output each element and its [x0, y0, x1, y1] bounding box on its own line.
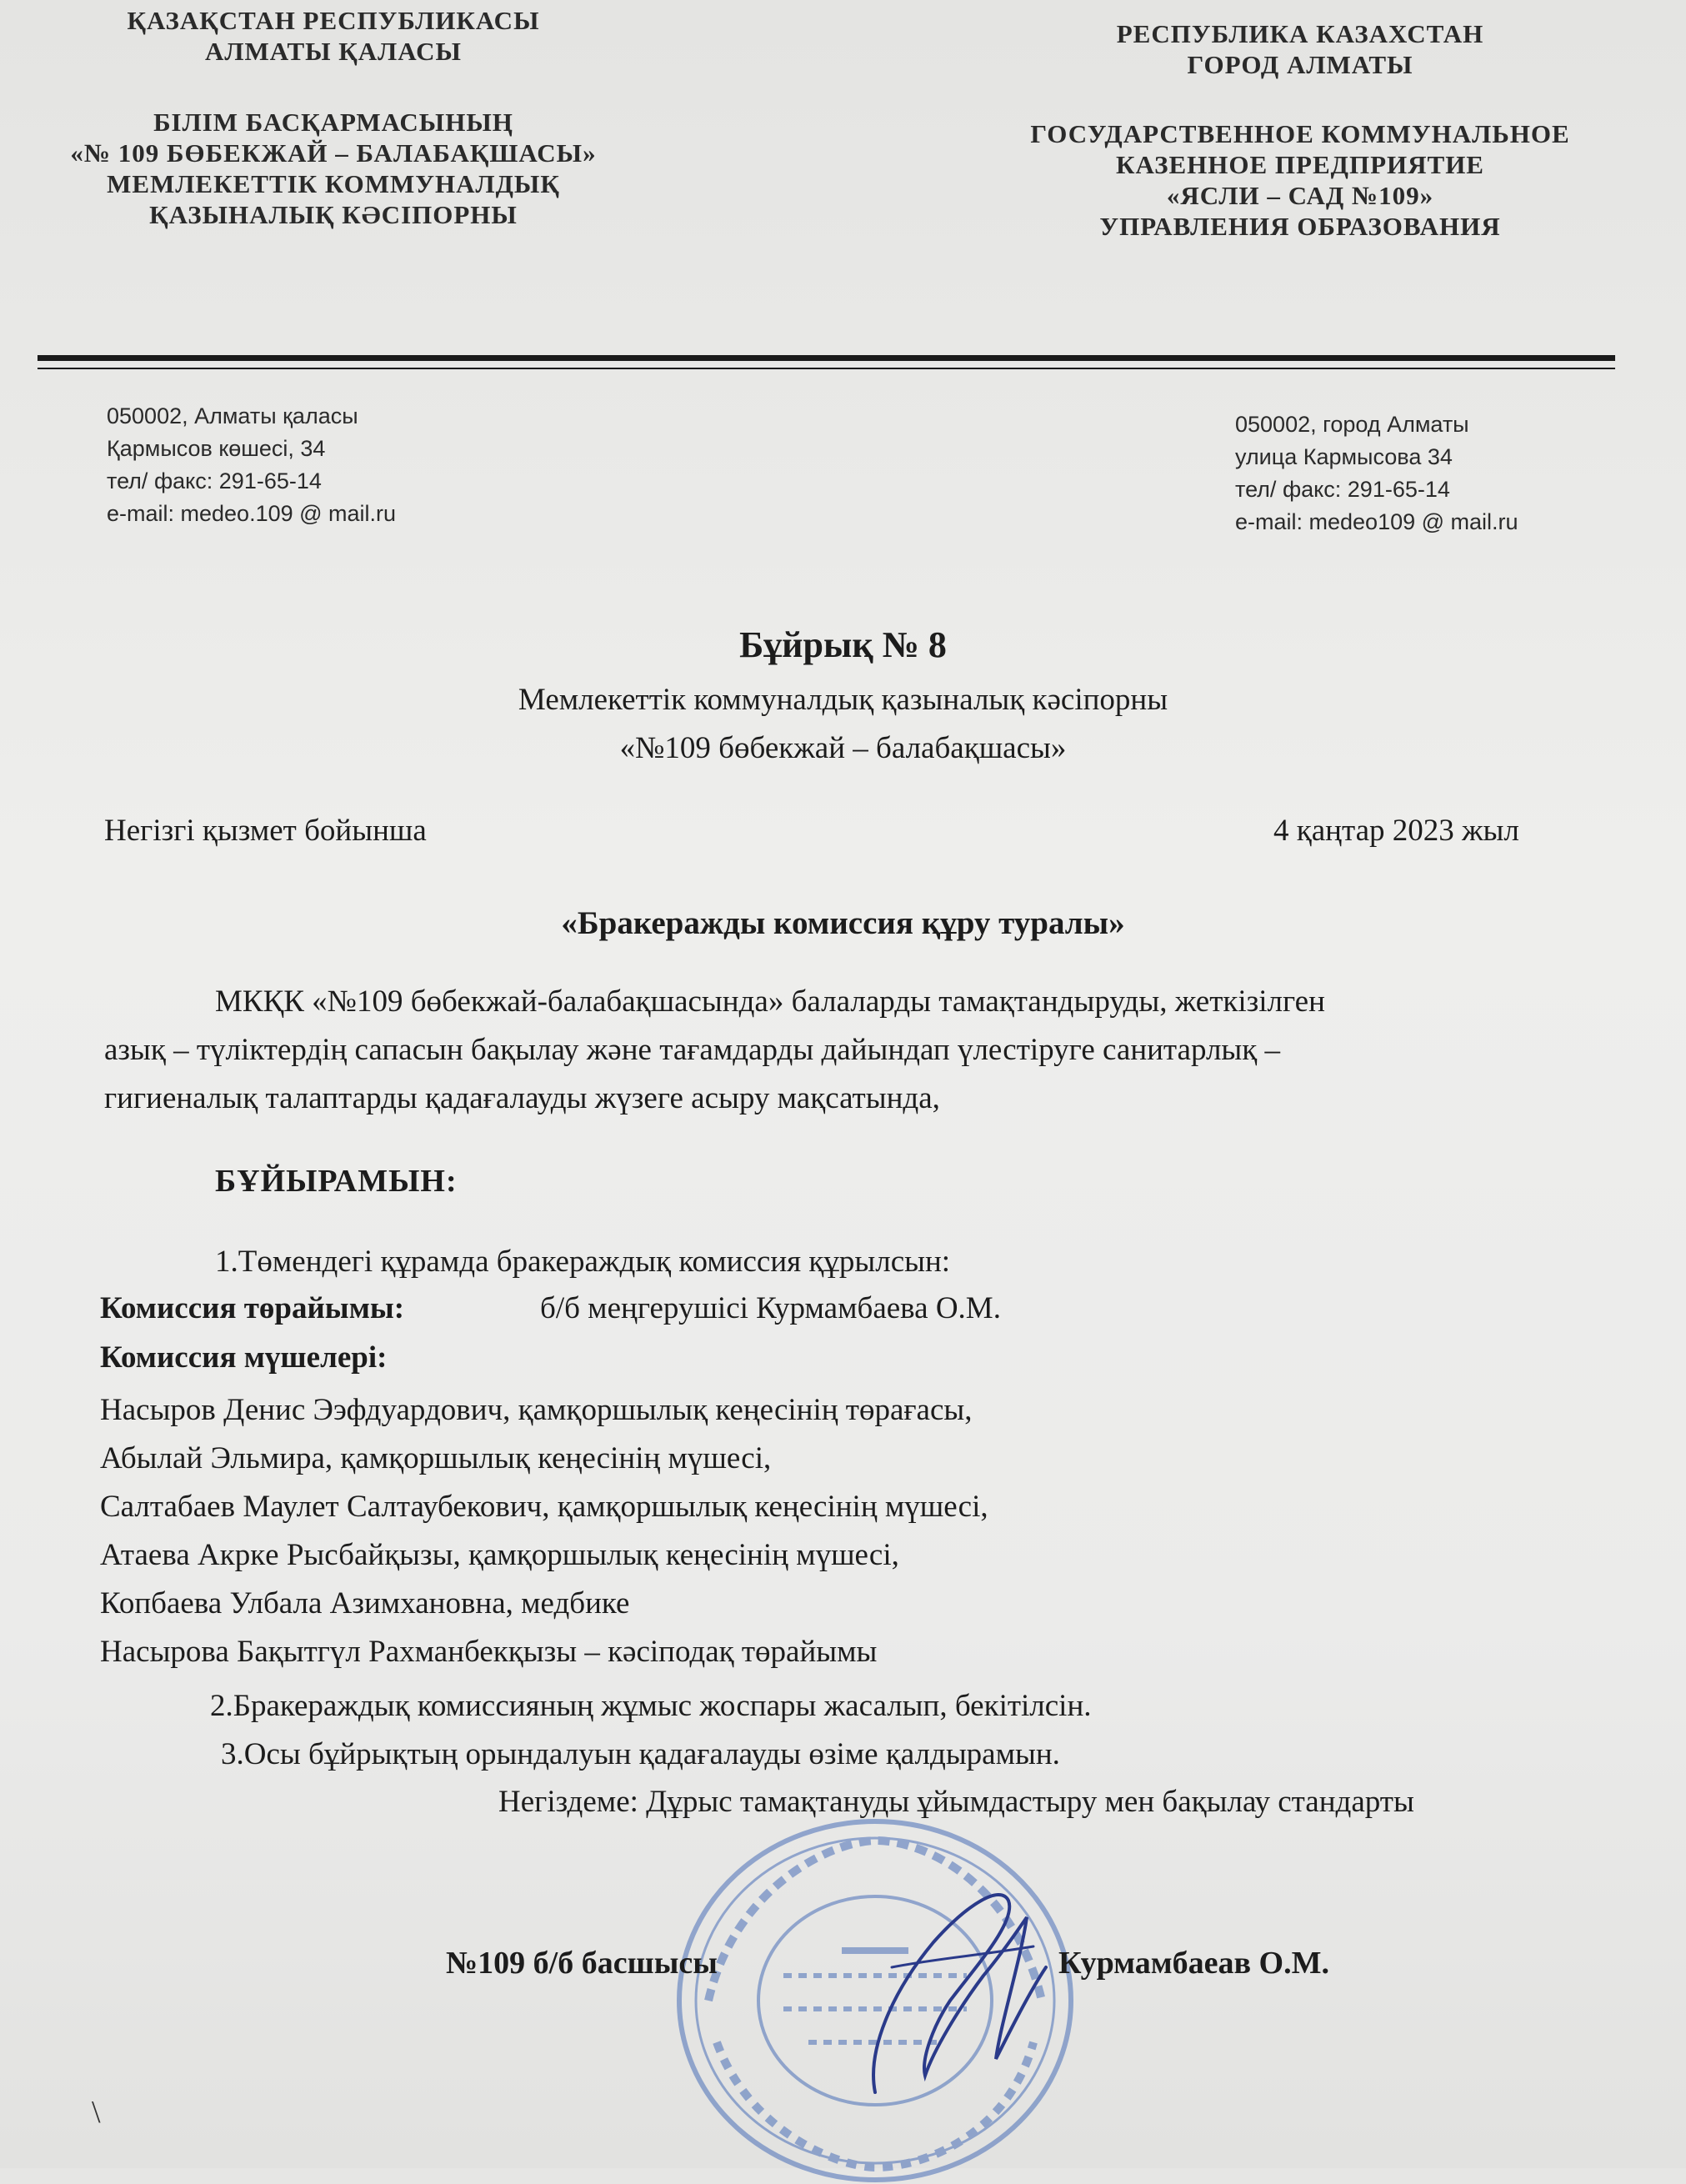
handwritten-signature: [842, 1867, 1058, 2109]
header-ru-org-line: «ЯСЛИ – САД №109»: [1166, 181, 1434, 210]
header-ru-organization: [1008, 118, 1592, 242]
list-item: Копбаева Улбала Азимхановна, медбике: [100, 1586, 630, 1620]
order-item-3: 3.Осы бұйрықтың орындалуын қадағалауды өзіме қалдырамын.: [221, 1737, 1060, 1771]
order-date: 4 қаңтар 2023 жыл: [1273, 814, 1519, 848]
signatory-name: Курмамбаеав О.М.: [1058, 1946, 1329, 1981]
page-mark: \: [92, 2095, 101, 2130]
address-line: улица Кармысова 34: [1235, 444, 1453, 469]
header-ru-line: РЕСПУБЛИКА КАЗАХСТАН: [1116, 19, 1484, 48]
header-kz-org-line: МЕМЛЕКЕТТІК КОММУНАЛДЫҚ: [107, 169, 560, 198]
address-line: тел/ факс: 291-65-14: [1235, 477, 1450, 502]
signatory-position: №109 б/б басшысы: [446, 1946, 718, 1981]
decree-heading: БҰЙЫРАМЫН:: [215, 1164, 458, 1199]
address-line: e-mail: medeo109 @ mail.ru: [1235, 509, 1518, 534]
header-kz-org-line: БІЛІМ БАСҚАРМАСЫНЫҢ: [153, 108, 513, 137]
header-ru-country: [1042, 18, 1558, 80]
order-item-1: 1.Төмендегі құрамда бракераждық комиссия құрылсын:: [215, 1245, 951, 1279]
list-item: Салтабаев Маулет Салтаубекович, қамқоршылық кеңесінің мүшесі,: [100, 1490, 988, 1524]
order-title: Бұйрық № 8: [739, 624, 947, 665]
address-line: 050002, Алматы қаласы: [107, 403, 358, 428]
list-item: Атаева Акркe Рысбайқызы, қамқоршылық кеңесінің мүшесі,: [100, 1538, 899, 1572]
order-subject: «Бракеражды комиссия құру туралы»: [561, 905, 1125, 941]
header-kz-line: ҚАЗАҚСТАН РЕСПУБЛИКАСЫ: [127, 6, 540, 35]
header-ru-org-line: КАЗЕННОЕ ПРЕДПРИЯТИЕ: [1116, 150, 1484, 179]
header-kz-line: АЛМАТЫ ҚАЛАСЫ: [205, 37, 462, 66]
address-ru: [1235, 408, 1518, 538]
list-item: Абылай Эльмира, қамқоршылық кеңесінің мүшесі,: [100, 1441, 772, 1475]
address-kz: [107, 400, 396, 530]
commission-members-label: Комиссия мүшелері:: [100, 1340, 388, 1375]
order-item-2: 2.Бракераждық комиссияның жұмыс жоспары жасалып, бекітілсін.: [210, 1689, 1092, 1723]
address-line: e-mail: medeo.109 @ mail.ru: [107, 501, 397, 526]
header-divider-thin: [38, 368, 1615, 369]
header-kz-organization: [50, 107, 617, 230]
order-org-line: «№109 бөбекжай – балабақшасы»: [619, 731, 1067, 765]
commission-members-list: [100, 1386, 988, 1676]
commission-chair-name: б/б меңгерушісі Курмамбаева О.М.: [540, 1291, 1001, 1325]
header-ru-org-line: ГОСУДАРСТВЕННОЕ КОММУНАЛЬНОЕ: [1030, 119, 1570, 148]
header-divider-thick: [38, 355, 1615, 361]
header-kz-org-line: ҚАЗЫНАЛЫҚ КӘСІПОРНЫ: [149, 200, 518, 229]
header-kz-org-line: «№ 109 БӨБЕКЖАЙ – БАЛАБАҚШАСЫ»: [70, 138, 597, 168]
address-line: Қармысов көшесі, 34: [107, 436, 326, 461]
list-item: Насыров Денис Ээфдуардович, қамқоршылық кеңесінің төрағасы,: [100, 1393, 973, 1427]
preamble-line: МКҚК «№109 бөбекжай-балабақшасында» балаларды тамақтандыруды, жеткізілген: [215, 984, 1325, 1019]
header-ru-line: ГОРОД АЛМАТЫ: [1187, 50, 1413, 79]
preamble-line: гигиеналық талаптарды қадағалауды жүзеге асыру мақсатында,: [104, 1081, 940, 1115]
header-ru-org-line: УПРАВЛЕНИЯ ОБРАЗОВАНИЯ: [1099, 212, 1501, 241]
preamble-line: азық – түліктердің сапасын бақылау және тағамдарды дайындап үлестіруге санитарлық –: [104, 1033, 1281, 1067]
address-line: тел/ факс: 291-65-14: [107, 468, 322, 493]
basis-label: Негізгі қызмет бойынша: [104, 814, 427, 848]
address-line: 050002, город Алматы: [1235, 412, 1469, 437]
order-grounds: Негіздеме: Дұрыс тамақтануды ұйымдастыру мен бақылау стандарты: [498, 1785, 1414, 1819]
header-kz-country: [100, 5, 567, 67]
order-org-line: Мемлекеттік коммуналдық қазыналық кәсіпорны: [518, 683, 1168, 717]
commission-chair-label: Комиссия төрайымы:: [100, 1291, 405, 1325]
list-item: Насырова Бақытгүл Рахманбекқызы – кәсіподақ төрайымы: [100, 1635, 878, 1669]
